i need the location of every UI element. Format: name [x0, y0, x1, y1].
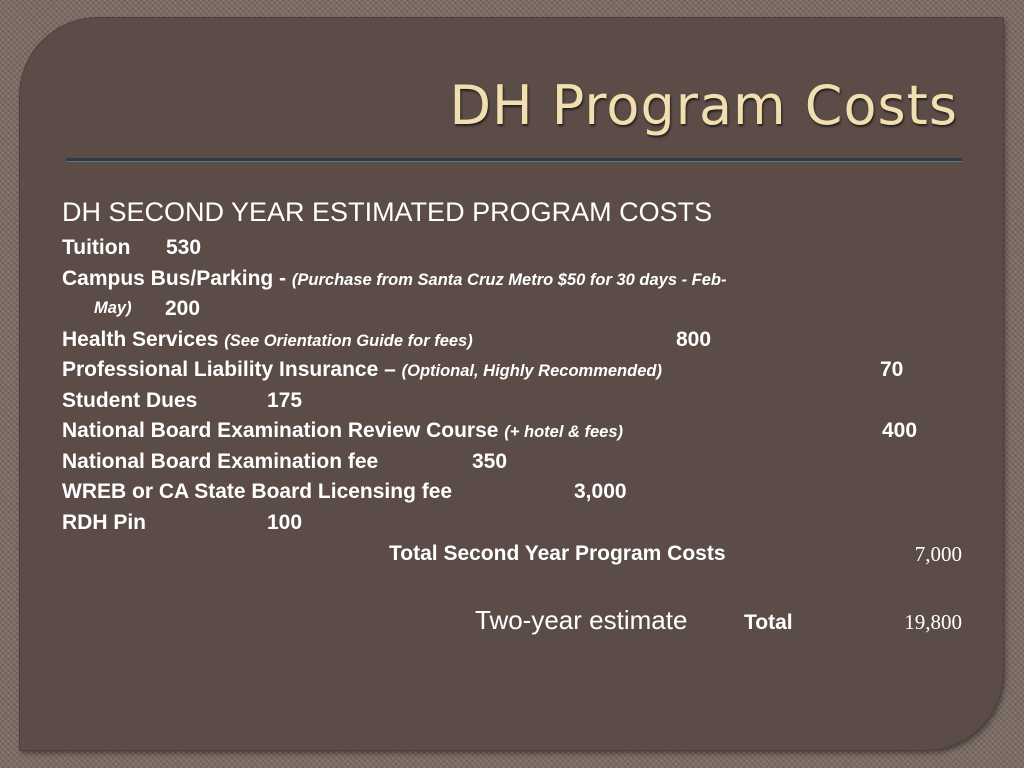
slide-title: DH Program Costs [449, 74, 958, 137]
cost-note-continued: May) [94, 299, 132, 317]
cost-row-wreb [62, 476, 982, 507]
cost-row-bus [62, 263, 982, 294]
cost-value: 200 [165, 297, 201, 320]
cost-label: Health Services [62, 327, 225, 351]
cost-value: 100 [267, 510, 303, 534]
two-year-total-value: 19,800 [904, 610, 962, 634]
total-second-year-value: 7,000 [914, 542, 962, 566]
cost-list [62, 192, 982, 537]
cost-note: (See Orientation Guide for fees) [224, 331, 473, 350]
cost-value: 3,000 [574, 480, 627, 503]
cost-label-wrap [62, 267, 727, 291]
cost-label: Professional Liability Insurance – [62, 358, 402, 381]
cost-value: 70 [880, 358, 904, 381]
two-year-estimate-label: Two-year estimate [475, 605, 688, 635]
cost-row-liability [62, 354, 982, 385]
cost-value: 350 [472, 449, 508, 473]
cost-label: WREB or CA State Board Licensing fee [62, 480, 453, 503]
cost-row-pin [62, 507, 982, 538]
cost-row-health [62, 324, 982, 355]
cost-label: National Board Examination Review Course [62, 419, 505, 442]
cost-list-heading: DH SECOND YEAR ESTIMATED PROGRAM COSTS [62, 197, 713, 227]
cost-note: (Purchase from Santa Cruz Metro $50 for 30 days - Feb- [291, 270, 727, 289]
cost-label-wrap [62, 358, 662, 382]
cost-note: (+ hotel & fees) [504, 423, 624, 441]
cost-row-nbe-fee [62, 446, 982, 477]
cost-label: National Board Examination fee [62, 449, 379, 473]
cost-value: 400 [882, 419, 918, 442]
cost-value: 530 [166, 236, 202, 259]
cost-note: (Optional, Highly Recommended) [401, 362, 662, 380]
cost-row-bus-cont [62, 293, 982, 324]
cost-label: Student Dues [62, 388, 198, 412]
title-divider [66, 158, 962, 162]
cost-label-wrap [62, 419, 623, 443]
cost-label: RDH Pin [62, 510, 146, 534]
cost-value: 175 [267, 388, 303, 412]
two-year-total-label: Total [744, 611, 793, 634]
cost-value: 800 [676, 327, 712, 351]
cost-label-wrap [62, 328, 473, 352]
total-second-year-label: Total Second Year Program Costs [389, 542, 726, 565]
cost-row-dues [62, 385, 982, 416]
cost-label: Tuition [62, 236, 131, 259]
cost-row-tuition [62, 232, 982, 263]
cost-label: Campus Bus/Parking - [62, 266, 292, 290]
cost-row-review [62, 415, 982, 446]
